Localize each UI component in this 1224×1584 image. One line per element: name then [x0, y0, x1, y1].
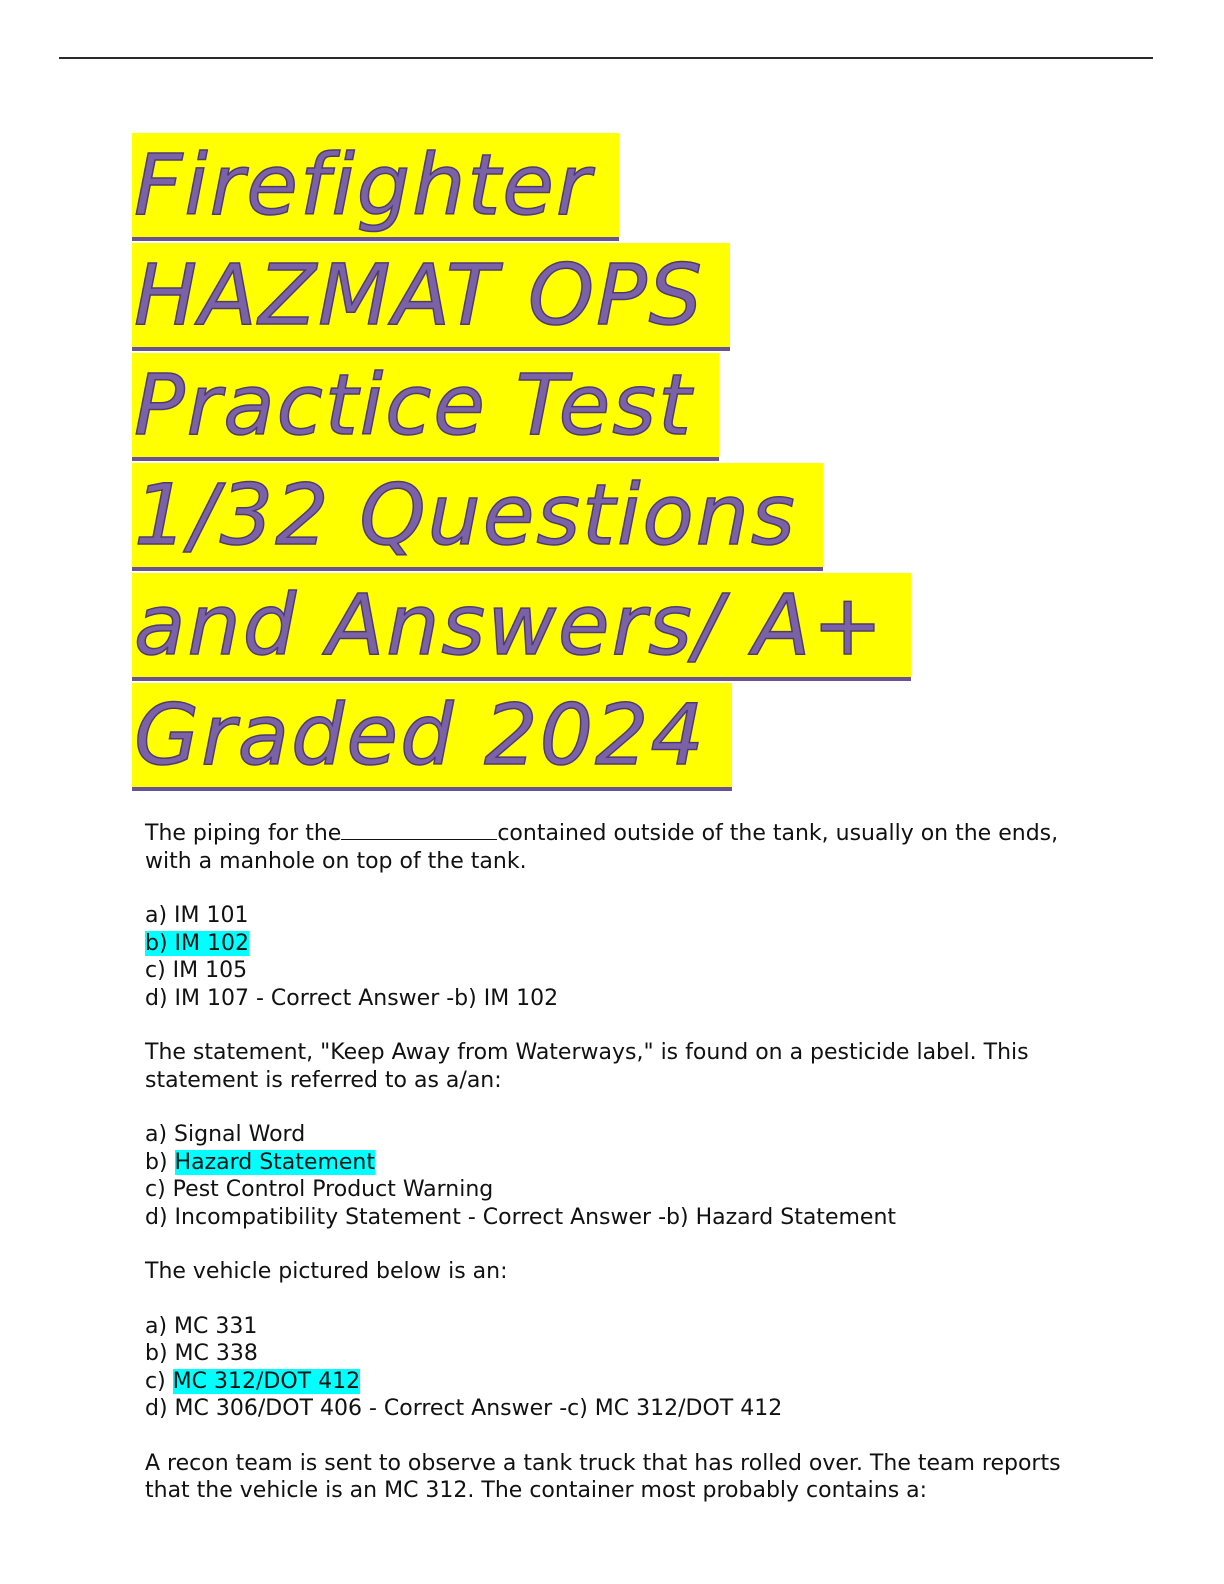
highlighted-answer: Hazard Statement — [174, 1149, 375, 1175]
highlighted-answer: MC 312/DOT 412 — [172, 1368, 361, 1394]
title-line-4: 1/32 Questions — [132, 463, 1092, 573]
question-stem: The vehicle pictured below is an: — [145, 1259, 508, 1284]
question-stem: The statement, "Keep Away from Waterways," is found on a pesticide label. This statement is referred to as a/an: — [145, 1040, 1029, 1093]
title-line-2: HAZMAT OPS — [132, 243, 1092, 353]
option-d: d) IM 107 - Correct Answer -b) IM 102 — [145, 985, 559, 1011]
highlighted-answer: b) IM 102 — [145, 930, 249, 956]
option-a: a) Signal Word — [145, 1122, 306, 1147]
option-c: c) IM 105 — [145, 958, 248, 983]
option-b: b) Hazard Statement — [145, 1149, 375, 1175]
question-2 — [145, 1039, 1095, 1231]
option-c: c) Pest Control Product Warning — [145, 1177, 494, 1202]
question-4 — [145, 1450, 1095, 1505]
question-stem: A recon team is sent to observe a tank truck that has rolled over. The team reports that the vehicle is an MC 312. The container most probably contains a: — [145, 1450, 1061, 1503]
title-line-5: and Answers/ A+ — [132, 573, 1092, 683]
question-stem: The piping for the contained outside of the tank, usually on the ends, with a manhole on top of the tank. — [145, 821, 1059, 874]
answer-options — [145, 1313, 1095, 1423]
option-d: d) Incompatibility Statement - Correct Answer -b) Hazard Statement — [145, 1204, 897, 1230]
option-b — [145, 930, 1095, 958]
option-c: c) MC 312/DOT 412 — [145, 1368, 361, 1394]
answer-options — [145, 902, 1095, 1012]
option-b: b) MC 338 — [145, 1341, 258, 1366]
question-3 — [145, 1258, 1095, 1423]
answer-options — [145, 1121, 1095, 1231]
title-line-1: Firefighter — [132, 133, 1092, 243]
document-title — [132, 133, 1092, 793]
title-line-6: Graded 2024 — [132, 683, 1092, 793]
questions-content — [145, 820, 1095, 1505]
option-a: a) IM 101 — [145, 903, 249, 928]
question-1 — [145, 820, 1095, 1012]
option-d: d) MC 306/DOT 406 - Correct Answer -c) MC 312/DOT 412 — [145, 1396, 783, 1421]
title-line-3: Practice Test — [132, 353, 1092, 463]
fill-in-blank — [341, 821, 497, 840]
top-rule — [59, 57, 1153, 59]
option-a: a) MC 331 — [145, 1313, 258, 1339]
